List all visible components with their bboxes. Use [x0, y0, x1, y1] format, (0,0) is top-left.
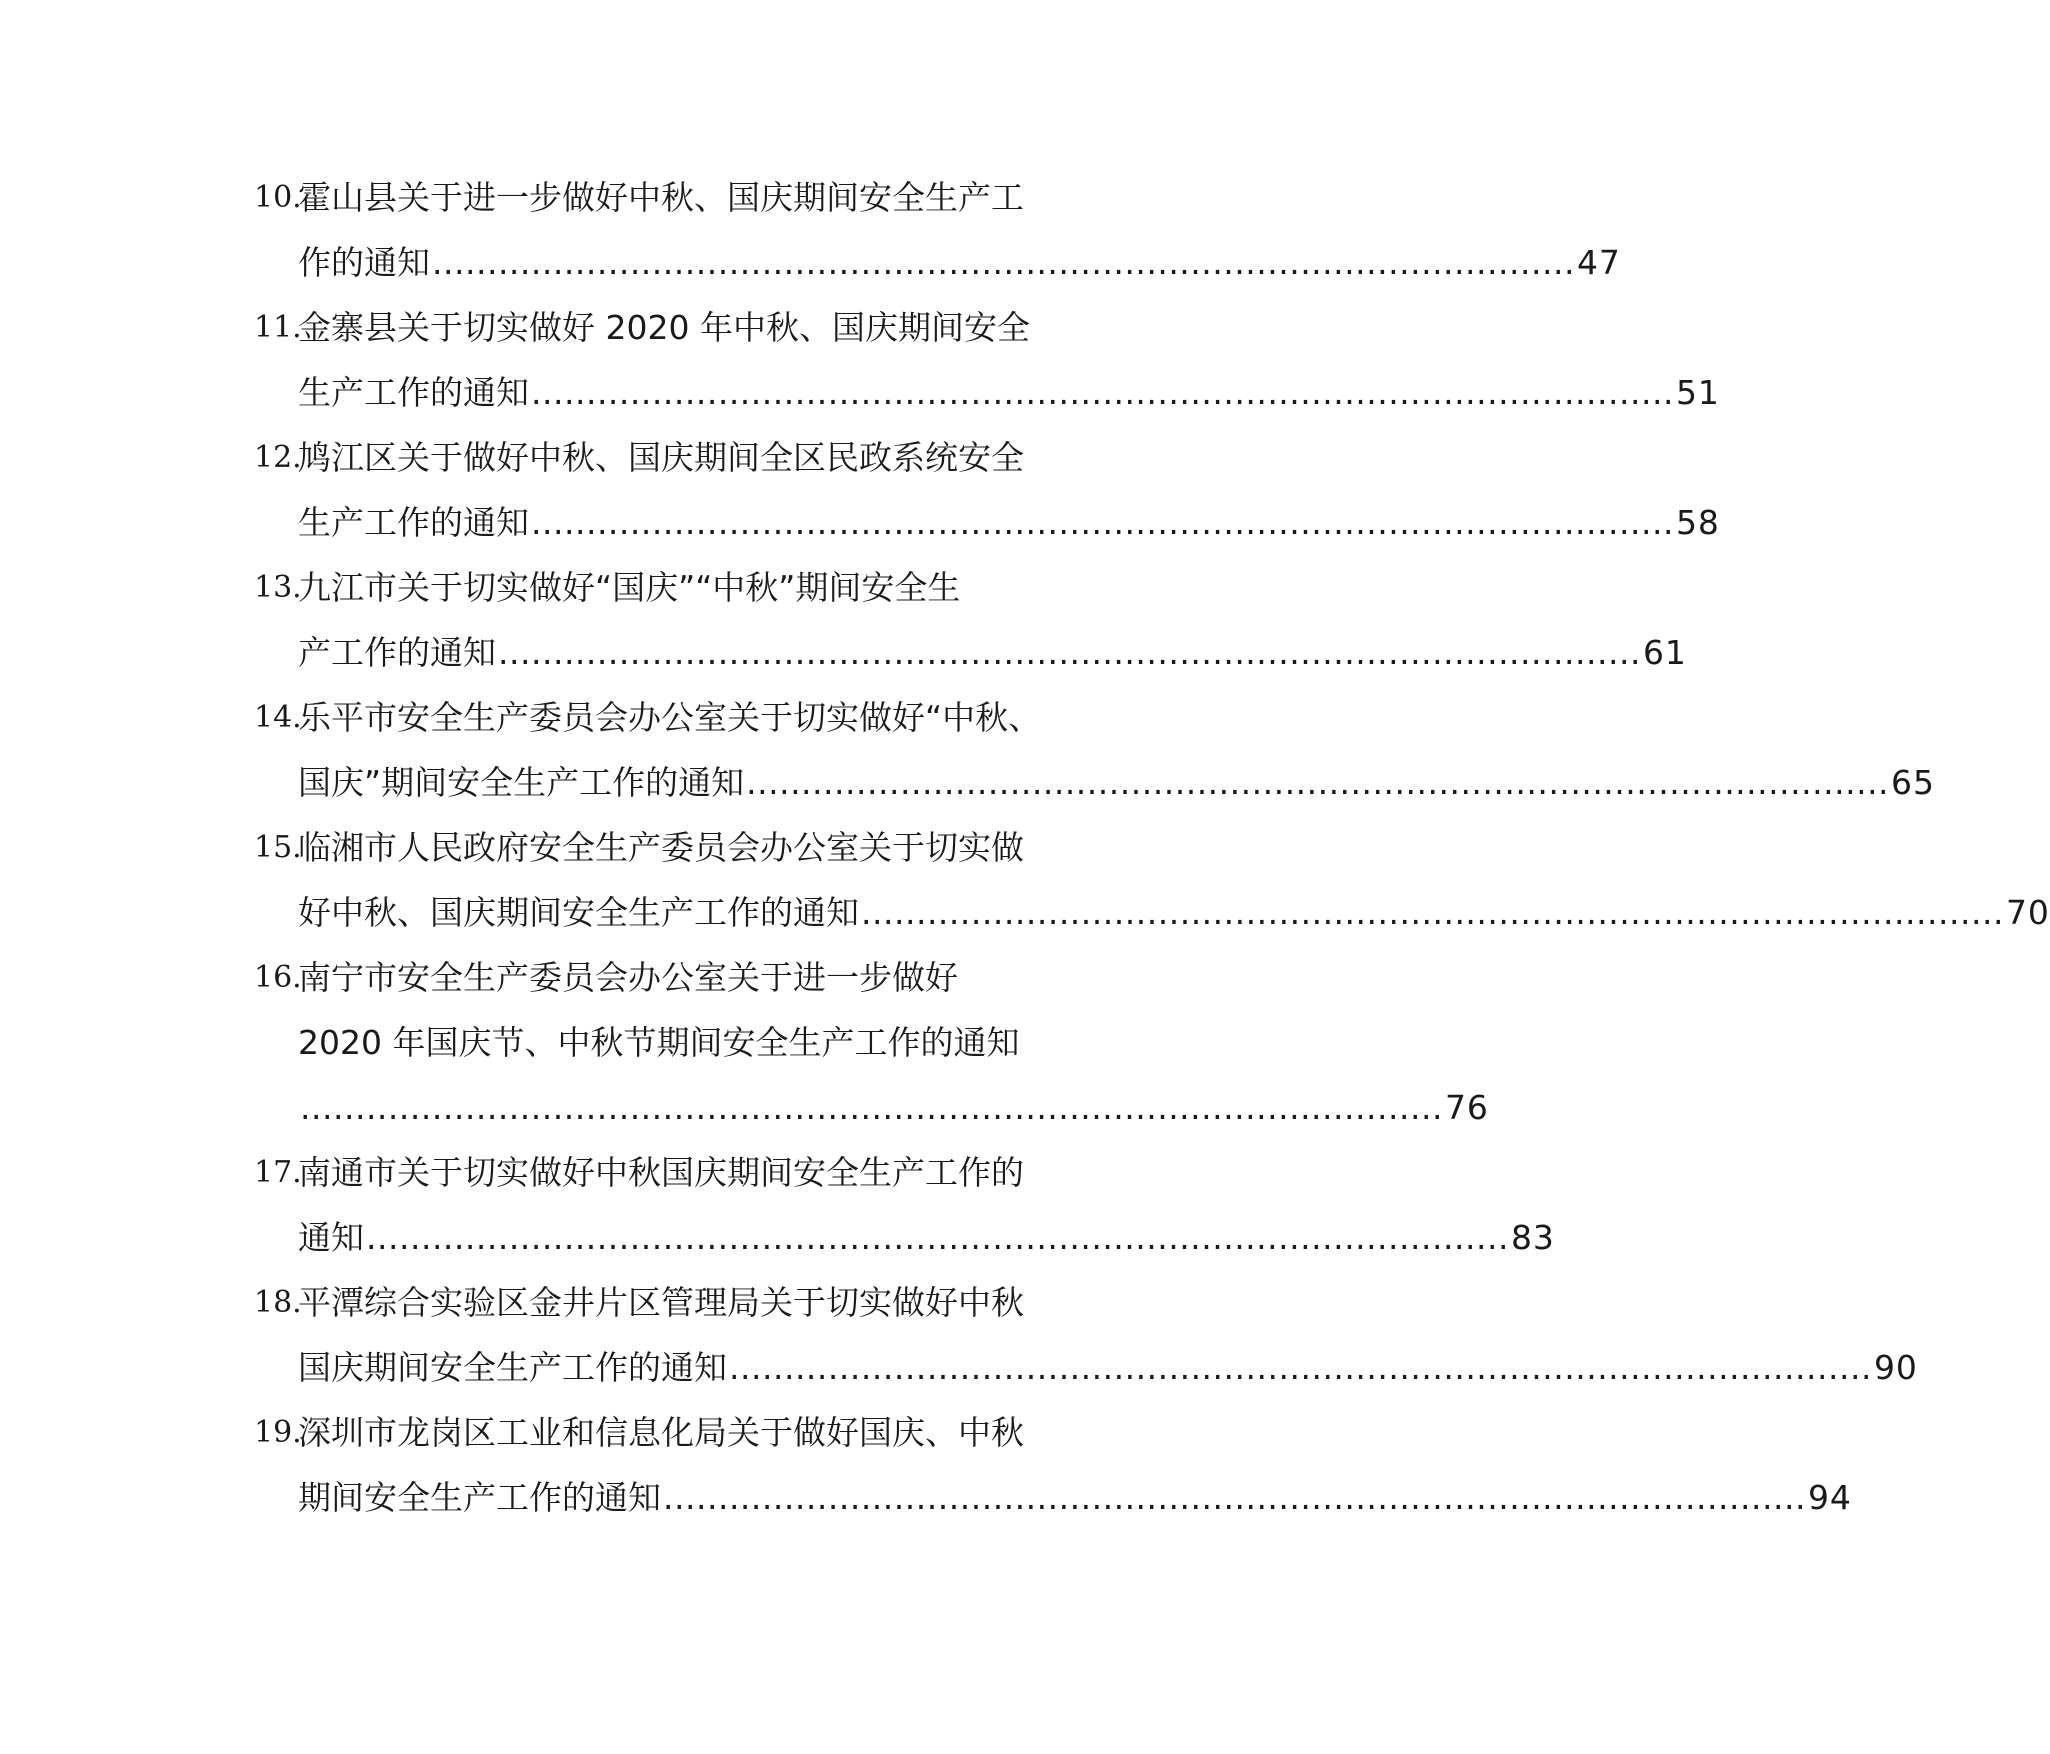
dot-leader: ........................................................................................................	[663, 1478, 1806, 1517]
entry-number: 12.	[254, 440, 302, 475]
entry-last-line	[298, 230, 1621, 295]
entry-last-line	[298, 880, 2050, 945]
entry-number: 18.	[254, 1285, 302, 1320]
entry-title-line: 鸠江区关于做好中秋、国庆期间全区民政系统安全	[298, 438, 1024, 477]
page-number: 47	[1576, 243, 1621, 282]
page-number: 51	[1675, 373, 1720, 412]
toc-entry[interactable]	[254, 685, 1936, 815]
toc-entry[interactable]	[254, 1270, 1918, 1400]
entry-number: 14.	[254, 700, 302, 735]
entry-title-end: 生产工作的通知	[298, 373, 529, 412]
toc-entry[interactable]	[254, 165, 1621, 295]
entry-title-line: 平潭综合实验区金井片区管理局关于切实做好中秋	[298, 1283, 1024, 1322]
entry-number: 16.	[254, 960, 302, 995]
entry-title-end: 通知	[298, 1218, 364, 1257]
dot-leader: ........................................................................................................	[861, 893, 2004, 932]
entry-title-end: 生产工作的通知	[298, 503, 529, 542]
dot-leader: ........................................................................................................	[531, 373, 1674, 412]
entry-number: 19.	[254, 1415, 302, 1450]
entry-last-line	[298, 1335, 1918, 1400]
entry-title-line: 临湘市人民政府安全生产委员会办公室关于切实做	[298, 828, 1024, 867]
page-number: 58	[1675, 503, 1720, 542]
entry-title-end: 作的通知	[298, 243, 430, 282]
entry-last-line	[298, 490, 1720, 555]
entry-last-line	[298, 1205, 1555, 1270]
entry-last-line	[298, 750, 1936, 815]
toc-entry[interactable]	[254, 295, 1720, 425]
entry-title-line: 乐平市安全生产委员会办公室关于切实做好“中秋、	[298, 698, 1042, 737]
page-number: 76	[1444, 1088, 1489, 1127]
entry-last-line	[298, 1075, 1489, 1140]
page-number: 70	[2005, 893, 2050, 932]
entry-title-line: 南宁市安全生产委员会办公室关于进一步做好	[298, 958, 958, 997]
entry-number: 11.	[254, 310, 302, 345]
entry-title-line: 2020 年国庆节、中秋节期间安全生产工作的通知	[298, 1023, 1020, 1062]
toc-entry[interactable]	[254, 425, 1720, 555]
entry-title-line: 深圳市龙岗区工业和信息化局关于做好国庆、中秋	[298, 1413, 1024, 1452]
dot-leader: ........................................................................................................	[729, 1348, 1872, 1387]
page-number: 61	[1642, 633, 1687, 672]
entry-last-line	[298, 360, 1720, 425]
entry-title-end: 产工作的通知	[298, 633, 496, 672]
entry-last-line	[298, 1465, 1852, 1530]
table-of-contents	[254, 165, 2050, 1530]
entry-last-line	[298, 620, 1687, 685]
dot-leader: ........................................................................................................	[300, 1088, 1443, 1127]
toc-entry[interactable]	[254, 1140, 1555, 1270]
page-number: 94	[1807, 1478, 1852, 1517]
entry-title-end: 国庆期间安全生产工作的通知	[298, 1348, 727, 1387]
toc-entry[interactable]	[254, 1400, 1852, 1530]
entry-title-line: 南通市关于切实做好中秋国庆期间安全生产工作的	[298, 1153, 1024, 1192]
toc-entry[interactable]	[254, 815, 2050, 945]
toc-entry[interactable]	[254, 945, 1489, 1140]
entry-title-end: 好中秋、国庆期间安全生产工作的通知	[298, 893, 859, 932]
entry-title-line: 霍山县关于进一步做好中秋、国庆期间安全生产工	[298, 178, 1024, 217]
entry-number: 17.	[254, 1155, 302, 1190]
dot-leader: ........................................................................................................	[746, 763, 1890, 802]
page-number: 83	[1510, 1218, 1555, 1257]
entry-title-end: 国庆”期间安全生产工作的通知	[298, 763, 745, 802]
dot-leader: ........................................................................................................	[432, 243, 1575, 282]
dot-leader: ........................................................................................................	[498, 633, 1641, 672]
entry-number: 10.	[254, 180, 302, 215]
toc-entry[interactable]	[254, 555, 1687, 685]
entry-number: 15.	[254, 830, 302, 865]
page-number: 65	[1891, 763, 1936, 802]
dot-leader: ........................................................................................................	[531, 503, 1674, 542]
entry-number: 13.	[254, 570, 302, 605]
entry-title-line: 九江市关于切实做好“国庆”“中秋”期间安全生	[298, 568, 961, 607]
entry-title-end: 期间安全生产工作的通知	[298, 1478, 661, 1517]
entry-title-line: 金寨县关于切实做好 2020 年中秋、国庆期间安全	[298, 308, 1030, 347]
page-number: 90	[1873, 1348, 1918, 1387]
dot-leader: ........................................................................................................	[366, 1218, 1509, 1257]
